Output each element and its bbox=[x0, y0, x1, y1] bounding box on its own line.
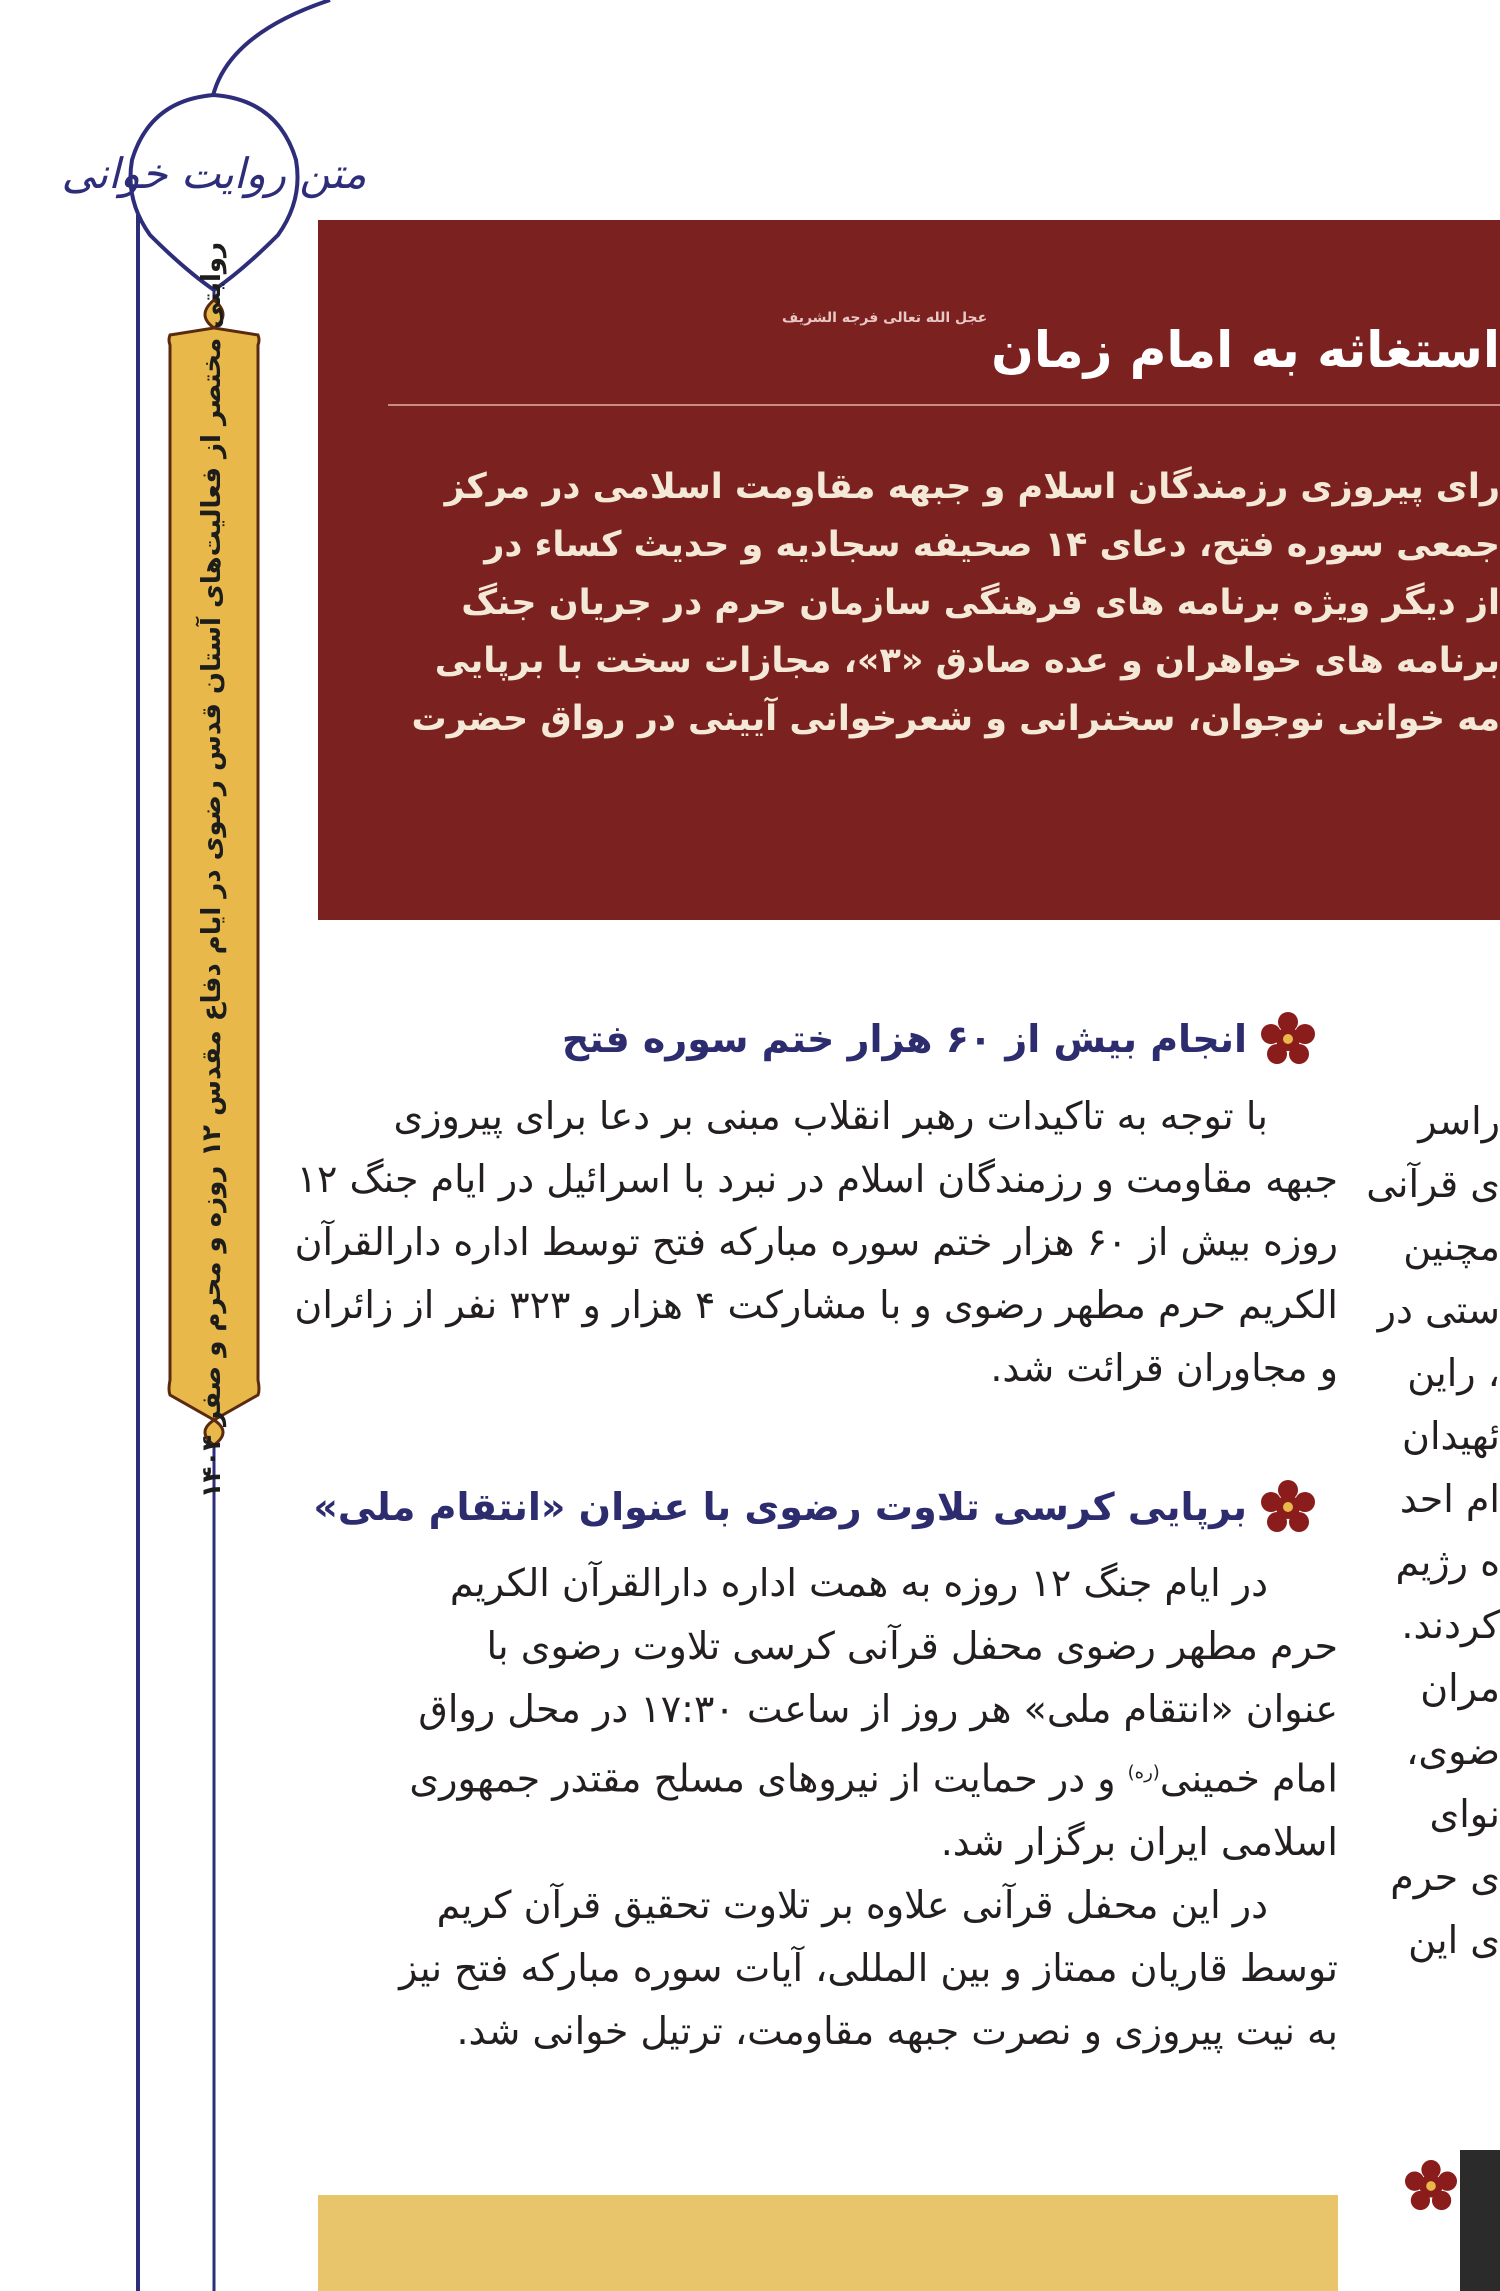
section1-line: الکریم حرم مطهر رضوی و با مشارکت ۴ هزار و ۳۲۳ نفر از زائران bbox=[294, 1283, 1338, 1327]
banner bbox=[318, 220, 1500, 920]
section2-line: در این محفل قرآنی علاوه بر تلاوت تحقیق قرآن کریم bbox=[436, 1882, 1268, 1927]
flower-icon bbox=[1261, 1012, 1315, 1066]
banner-title-text: استغاثه به امام زمان bbox=[991, 321, 1500, 379]
banner-line: برنامه های خواهران و عده صادق «۳»، مجازات سخت با برپایی bbox=[434, 641, 1500, 681]
banner-divider bbox=[388, 404, 1500, 406]
right-column-line: نوای bbox=[1429, 1792, 1500, 1836]
section2-line: در ایام جنگ ۱۲ روزه به همت اداره دارالقرآن الکریم bbox=[449, 1561, 1268, 1605]
banner-title bbox=[776, 310, 1500, 390]
honorific-superscript: (ره) bbox=[1127, 1762, 1160, 1783]
section2-body bbox=[328, 1552, 1338, 2063]
sidebar-frame bbox=[0, 0, 367, 2291]
section1-line: روزه بیش از ۶۰ هزار ختم سوره مبارکه فتح توسط اداره دارالقرآن bbox=[294, 1220, 1338, 1264]
right-column-line: ئهیدان bbox=[1402, 1414, 1500, 1458]
section1-heading bbox=[562, 1012, 1315, 1066]
logo-text: متن روایت خوانی bbox=[61, 149, 367, 198]
banner-line: مه خوانی نوجوان، سخنرانی و شعرخوانی آیینی در رواق حضرت bbox=[411, 699, 1500, 739]
section2-line-part: امام خمینی bbox=[1159, 1756, 1338, 1801]
section2-heading-text: برپایی کرسی تلاوت رضوی با عنوان «انتقام ملی» bbox=[313, 1485, 1247, 1529]
banner-line: رای پیروزی رزمندگان اسلام و جبهه مقاومت اسلامی در مرکز bbox=[444, 467, 1500, 507]
banner-line: از دیگر ویژه برنامه های فرهنگی سازمان حرم در جریان جنگ bbox=[461, 583, 1500, 623]
flower-icon bbox=[1261, 1480, 1315, 1534]
right-column-line: ی قرآنی bbox=[1366, 1162, 1500, 1206]
bottom-dark-corner bbox=[1460, 2150, 1500, 2291]
section1-line: و مجاوران قرائت شد. bbox=[990, 1346, 1338, 1390]
section2-line: توسط قاریان ممتاز و بین المللی، آیات سوره مبارکه فتح نیز bbox=[399, 1945, 1338, 1990]
sidebar-caption-text: روایتی مختصر از فعالیت‌های آستان قدس رضوی در ایام دفاع مقدس ۱۲ روزه و محرم و صفر ۱۴۰۴ bbox=[197, 241, 227, 1499]
section2-line: عنوان «انتقام ملی» هر روز از ساعت ۱۷:۳۰ در محل رواق bbox=[418, 1687, 1338, 1731]
right-column-line: ی این bbox=[1408, 1918, 1500, 1962]
right-column-line: راسر bbox=[1418, 1099, 1500, 1143]
sidebar-caption bbox=[172, 241, 252, 1499]
bottom-highlight-box bbox=[318, 2195, 1338, 2291]
section2-line-part: و در حمایت از نیروهای مسلح مقتدر جمهوری bbox=[409, 1756, 1116, 1801]
section1-body bbox=[294, 1085, 1338, 1400]
right-column-line: ستی در bbox=[1377, 1288, 1500, 1332]
right-column-line: ، راین bbox=[1407, 1351, 1500, 1395]
right-column-line: ه رژیم bbox=[1395, 1540, 1500, 1584]
right-column-line: ی حرم bbox=[1390, 1855, 1500, 1899]
section1-line: با توجه به تاکیدات رهبر انقلاب مبنی بر دعا برای پیروزی bbox=[393, 1094, 1268, 1138]
section2-line: حرم مطهر رضوی محفل قرآنی کرسی تلاوت رضوی با bbox=[486, 1624, 1338, 1668]
right-column-line: ام احد bbox=[1399, 1477, 1500, 1521]
section2-line: اسلامی ایران برگزار شد. bbox=[940, 1819, 1338, 1864]
flower-icon bbox=[1405, 2160, 1457, 2212]
section2-line bbox=[328, 1741, 1338, 1811]
section2-line: به نیت پیروزی و نصرت جبهه مقاومت، ترتیل خوانی شد. bbox=[456, 2008, 1338, 2053]
section2-heading bbox=[313, 1480, 1315, 1534]
right-column-line: مران bbox=[1420, 1666, 1500, 1710]
banner-paragraph bbox=[360, 458, 1500, 748]
section1-line: جبهه مقاومت و رزمندگان اسلام در نبرد با اسرائیل در ایام جنگ ۱۲ bbox=[296, 1157, 1338, 1201]
right-column-line: ضوی، bbox=[1406, 1729, 1500, 1773]
right-column-line: مچنین bbox=[1403, 1225, 1500, 1269]
section1-heading-text: انجام بیش از ۶۰ هزار ختم سوره فتح bbox=[561, 1017, 1247, 1061]
banner-line: جمعی سوره فتح، دعای ۱۴ صحیفه سجادیه و حدیث کساء در bbox=[484, 525, 1500, 565]
honorific-text: عجل الله تعالی فرجه الشریف bbox=[782, 310, 988, 326]
right-column-fragment bbox=[1366, 1090, 1500, 1972]
right-column-line: کردند. bbox=[1401, 1603, 1500, 1647]
